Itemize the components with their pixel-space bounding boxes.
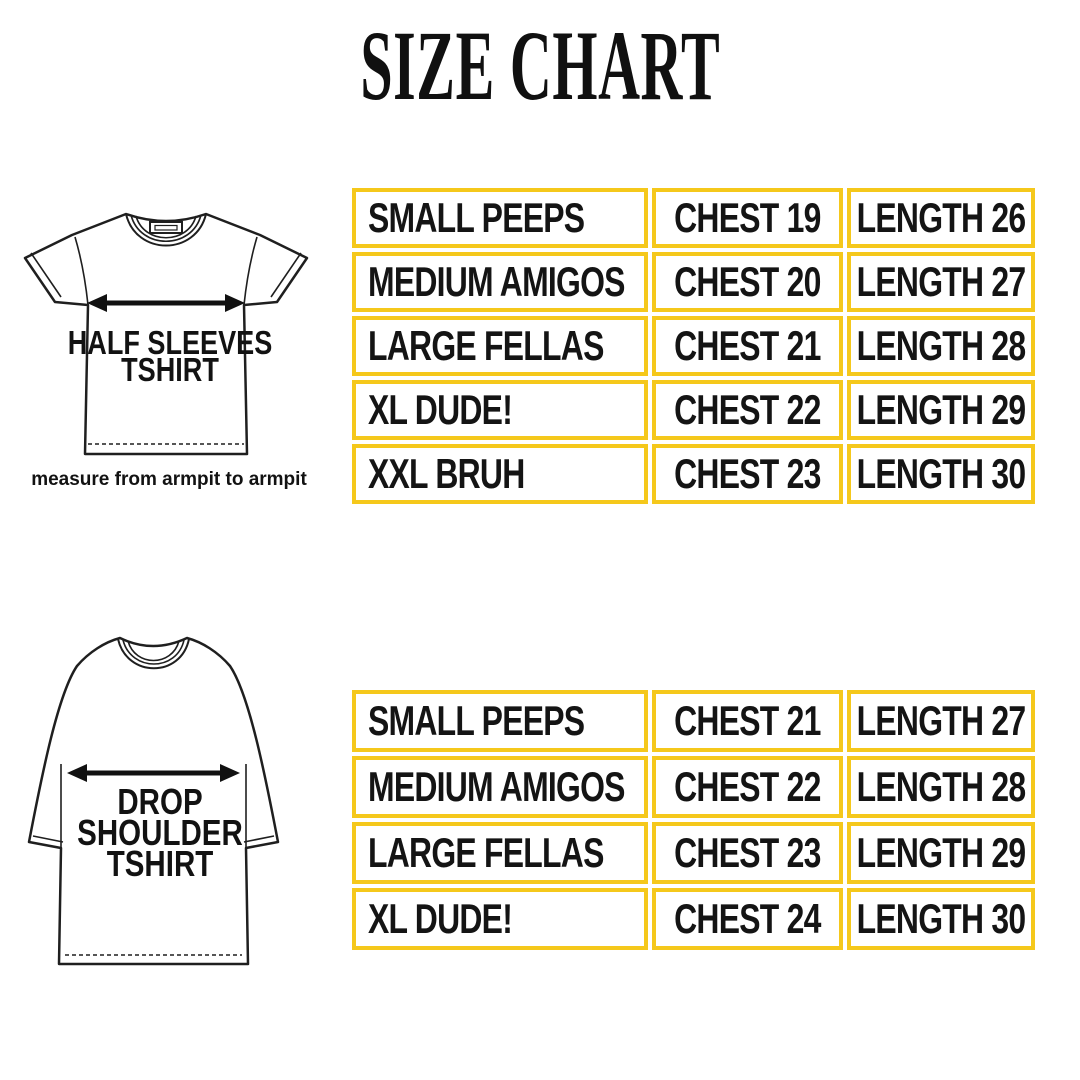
size-cell: LARGE FELLAS xyxy=(352,822,648,884)
chest-cell: CHEST 20 xyxy=(652,252,843,312)
half-sleeves-size-table xyxy=(352,188,1035,504)
length-cell: LENGTH 28 xyxy=(847,756,1035,818)
drop-shoulder-size-table xyxy=(352,690,1035,950)
size-cell: XL DUDE! xyxy=(352,888,648,950)
page-title xyxy=(0,10,1080,121)
size-cell: XL DUDE! xyxy=(352,380,648,440)
size-cell: SMALL PEEPS xyxy=(352,690,648,752)
length-cell: LENGTH 27 xyxy=(847,252,1035,312)
chest-cell: CHEST 22 xyxy=(652,756,843,818)
length-cell: LENGTH 30 xyxy=(847,444,1035,504)
size-cell: XXL BRUH xyxy=(352,444,648,504)
chest-cell: CHEST 24 xyxy=(652,888,843,950)
length-cell: LENGTH 27 xyxy=(847,690,1035,752)
drop-shoulder-label-line1: DROP xyxy=(117,781,203,822)
size-cell: MEDIUM AMIGOS xyxy=(352,252,648,312)
drop-shoulder-label xyxy=(15,781,305,884)
chest-cell: CHEST 21 xyxy=(652,316,843,376)
length-cell: LENGTH 30 xyxy=(847,888,1035,950)
length-cell: LENGTH 26 xyxy=(847,188,1035,248)
half-sleeves-label xyxy=(20,324,320,388)
size-cell: SMALL PEEPS xyxy=(352,188,648,248)
drop-shoulder-label-line2: SHOULDER xyxy=(77,812,243,853)
measure-caption: measure from armpit to armpit xyxy=(31,469,307,490)
chest-cell: CHEST 19 xyxy=(652,188,843,248)
half-sleeves-label-line1: HALF SLEEVES xyxy=(67,324,273,361)
size-cell: MEDIUM AMIGOS xyxy=(352,756,648,818)
size-cell: LARGE FELLAS xyxy=(352,316,648,376)
chest-cell: CHEST 23 xyxy=(652,822,843,884)
chest-cell: CHEST 21 xyxy=(652,690,843,752)
length-cell: LENGTH 29 xyxy=(847,380,1035,440)
length-cell: LENGTH 29 xyxy=(847,822,1035,884)
chest-cell: CHEST 22 xyxy=(652,380,843,440)
page-title-text: SIZE CHART xyxy=(360,10,720,121)
half-sleeves-label-line2: TSHIRT xyxy=(121,351,219,388)
length-cell: LENGTH 28 xyxy=(847,316,1035,376)
drop-shoulder-label-line3: TSHIRT xyxy=(106,843,214,884)
chest-cell: CHEST 23 xyxy=(652,444,843,504)
